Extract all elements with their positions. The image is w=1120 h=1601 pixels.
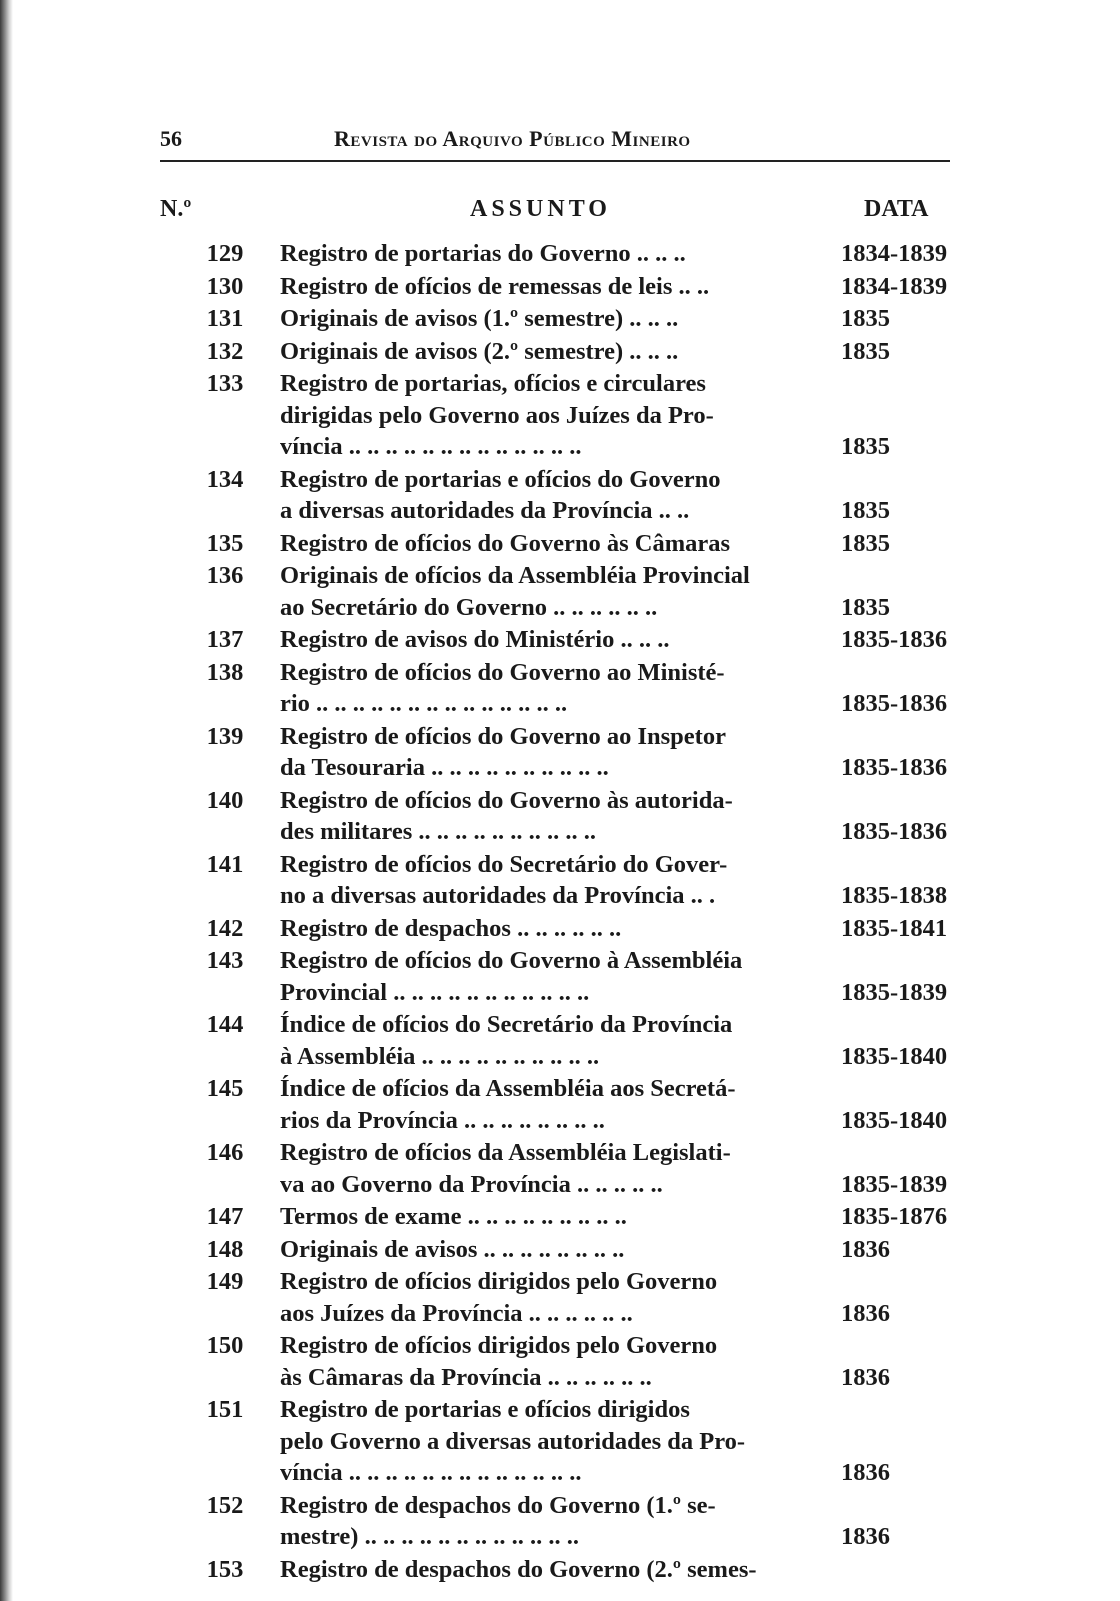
entry-date: 1834-1839 xyxy=(841,240,948,267)
entry-subject: Registro de ofícios dirigidos pelo Governo às Câmaras da Província .. .. .. .. .. .. xyxy=(280,1332,718,1391)
entry-date: 1836 xyxy=(841,1523,890,1550)
list-item xyxy=(160,528,950,560)
entry-number: 129 xyxy=(206,240,244,267)
entry-subject: Registro de ofícios de remessas de leis .. .. xyxy=(280,272,710,300)
entry-number: 137 xyxy=(206,626,244,653)
list-item xyxy=(160,785,950,848)
entry-date: 1835 xyxy=(841,305,890,332)
entry-number: 143 xyxy=(206,947,244,974)
entry-date: 1835-1836 xyxy=(841,754,948,781)
entry-number: 141 xyxy=(206,850,244,878)
list-item xyxy=(160,1330,950,1393)
list-item xyxy=(160,1554,950,1586)
entry-number: 138 xyxy=(206,658,244,686)
entry-subject: Registro de ofícios do Governo às Câmaras xyxy=(280,529,731,557)
list-item xyxy=(160,657,950,720)
entry-date: 1835 xyxy=(841,593,890,621)
entry-subject: Registro de despachos .. .. .. .. .. .. xyxy=(280,914,622,942)
entry-number: 148 xyxy=(206,1235,244,1263)
list-item xyxy=(160,303,950,335)
entry-subject: Registro de ofícios do Governo às autorida- des militares .. .. .. .. .. .. .. .. .. .. xyxy=(280,786,733,845)
entry-date: 1835-1836 xyxy=(841,626,948,653)
list-item xyxy=(160,721,950,784)
entry-subject: Registro de ofícios do Governo à Assembléia Provincial .. .. .. .. .. .. .. .. .. .. .. xyxy=(280,947,743,1006)
list-item xyxy=(160,1266,950,1329)
entry-subject: Registro de ofícios do Secretário do Gover- no a diversas autoridades da Província .. . xyxy=(280,850,728,909)
list-item xyxy=(160,849,950,912)
column-header-date: DATA xyxy=(864,196,929,222)
entry-subject: Índice de ofícios da Assembléia aos Secretá- rios da Província .. .. .. .. .. .. .. .. xyxy=(280,1075,736,1134)
entry-number: 132 xyxy=(206,337,244,365)
list-item xyxy=(160,1201,950,1233)
list-item xyxy=(160,913,950,945)
entry-date: 1836 xyxy=(841,1363,890,1391)
entry-date: 1835 xyxy=(841,337,890,365)
entry-date: 1835-1839 xyxy=(841,1170,948,1198)
entry-date: 1835-1840 xyxy=(841,1042,948,1070)
list-item xyxy=(160,560,950,623)
entry-number: 149 xyxy=(206,1268,244,1295)
entry-date: 1836 xyxy=(841,1299,890,1327)
list-item xyxy=(160,945,950,1008)
entry-number: 150 xyxy=(206,1332,244,1359)
list-item xyxy=(160,1073,950,1136)
list-item xyxy=(160,1137,950,1200)
page-number: 56 xyxy=(160,126,182,151)
entries-list xyxy=(160,238,950,1586)
entry-number: 152 xyxy=(206,1491,244,1519)
entry-subject: Originais de ofícios da Assembléia Provincial ao Secretário do Governo .. .. .. .. .. .. xyxy=(280,562,750,621)
column-header-subject: ASSUNTO xyxy=(470,196,611,222)
entry-number: 146 xyxy=(206,1139,244,1166)
entry-number: 139 xyxy=(206,722,244,750)
entry-number: 151 xyxy=(206,1396,244,1423)
entry-date: 1835 xyxy=(841,497,890,524)
list-item xyxy=(160,1009,950,1072)
column-header-number: N.º xyxy=(160,196,192,222)
entry-date: 1835-1838 xyxy=(841,882,948,909)
header-rule xyxy=(160,160,950,162)
entry-subject: Originais de avisos .. .. .. .. .. .. .. .. xyxy=(280,1235,625,1263)
journal-title: Revista do Arquivo Público Mineiro xyxy=(334,126,691,151)
entry-date: 1835-1876 xyxy=(841,1203,948,1230)
entry-number: 147 xyxy=(206,1203,244,1230)
list-item xyxy=(160,271,950,303)
list-item xyxy=(160,1490,950,1553)
entry-number: 144 xyxy=(206,1011,244,1038)
entry-subject: Registro de avisos do Ministério .. .. .. xyxy=(280,626,670,653)
list-item xyxy=(160,624,950,656)
entry-subject: Registro de ofícios da Assembléia Legislati- va ao Governo da Província .. .. .. .. .. xyxy=(280,1139,731,1198)
entry-number: 133 xyxy=(206,370,244,397)
entry-subject: Registro de ofícios do Governo ao Inspetor da Tesouraria .. .. .. .. .. .. .. .. .. .. xyxy=(280,722,726,781)
entry-number: 142 xyxy=(206,914,244,942)
list-item xyxy=(160,464,950,527)
list-item xyxy=(160,368,950,463)
entry-date: 1835 xyxy=(841,433,890,460)
list-item xyxy=(160,238,950,270)
entry-date: 1835-1836 xyxy=(841,818,948,845)
entry-date: 1835 xyxy=(841,529,890,557)
list-item xyxy=(160,1394,950,1489)
list-item xyxy=(160,336,950,368)
entry-date: 1835-1841 xyxy=(841,914,948,942)
entry-subject: Registro de portarias e ofícios dirigidos pelo Governo a diversas autoridades da Pro- víncia .. .. .. .. .. .. .. .. .. .. .. .. .. xyxy=(280,1396,746,1486)
entry-number: 130 xyxy=(206,272,244,300)
entry-subject: Originais de avisos (1.º semestre) .. .. .. xyxy=(280,305,679,332)
page-binding-edge xyxy=(0,0,13,1601)
entry-date: 1835-1839 xyxy=(841,978,948,1006)
entry-number: 136 xyxy=(206,562,244,589)
entry-subject: Registro de despachos do Governo (2.º semes- xyxy=(280,1555,757,1583)
entry-subject: Originais de avisos (2.º semestre) .. .. .. xyxy=(280,337,679,365)
entry-number: 153 xyxy=(206,1555,244,1583)
entry-subject: Registro de portarias, ofícios e circulares dirigidas pelo Governo aos Juízes da Pro- víncia .. .. .. .. .. .. .. .. .. .. .. .. .. xyxy=(280,370,714,460)
entry-date: 1835-1836 xyxy=(841,690,948,717)
entry-number: 145 xyxy=(206,1075,244,1102)
running-head xyxy=(160,126,950,158)
entry-subject: Termos de exame .. .. .. .. .. .. .. .. .. xyxy=(280,1203,627,1230)
entry-number: 131 xyxy=(206,305,244,332)
entry-number: 140 xyxy=(206,786,244,814)
entry-date: 1836 xyxy=(841,1235,890,1263)
entry-subject: Registro de despachos do Governo (1.º se- mestre) .. .. .. .. .. .. .. .. .. .. .. .. xyxy=(280,1491,716,1550)
entry-subject: Registro de ofícios do Governo ao Ministé- rio .. .. .. .. .. .. .. .. .. .. .. .. .. .. xyxy=(280,658,725,717)
entry-subject: Registro de portarias e ofícios do Governo a diversas autoridades da Província .. .. xyxy=(280,465,721,524)
entry-date: 1835-1840 xyxy=(841,1106,948,1134)
entry-date: 1834-1839 xyxy=(841,272,948,300)
list-item xyxy=(160,1234,950,1266)
entry-subject: Índice de ofícios do Secretário da Província à Assembléia .. .. .. .. .. .. .. .. .. .. xyxy=(280,1011,733,1070)
entry-date: 1836 xyxy=(841,1459,890,1486)
entry-number: 135 xyxy=(206,529,244,557)
entry-subject: Registro de ofícios dirigidos pelo Governo aos Juízes da Província .. .. .. .. .. .. xyxy=(280,1268,718,1327)
entry-number: 134 xyxy=(206,465,244,493)
entry-subject: Registro de portarias do Governo .. .. .. xyxy=(280,240,686,267)
